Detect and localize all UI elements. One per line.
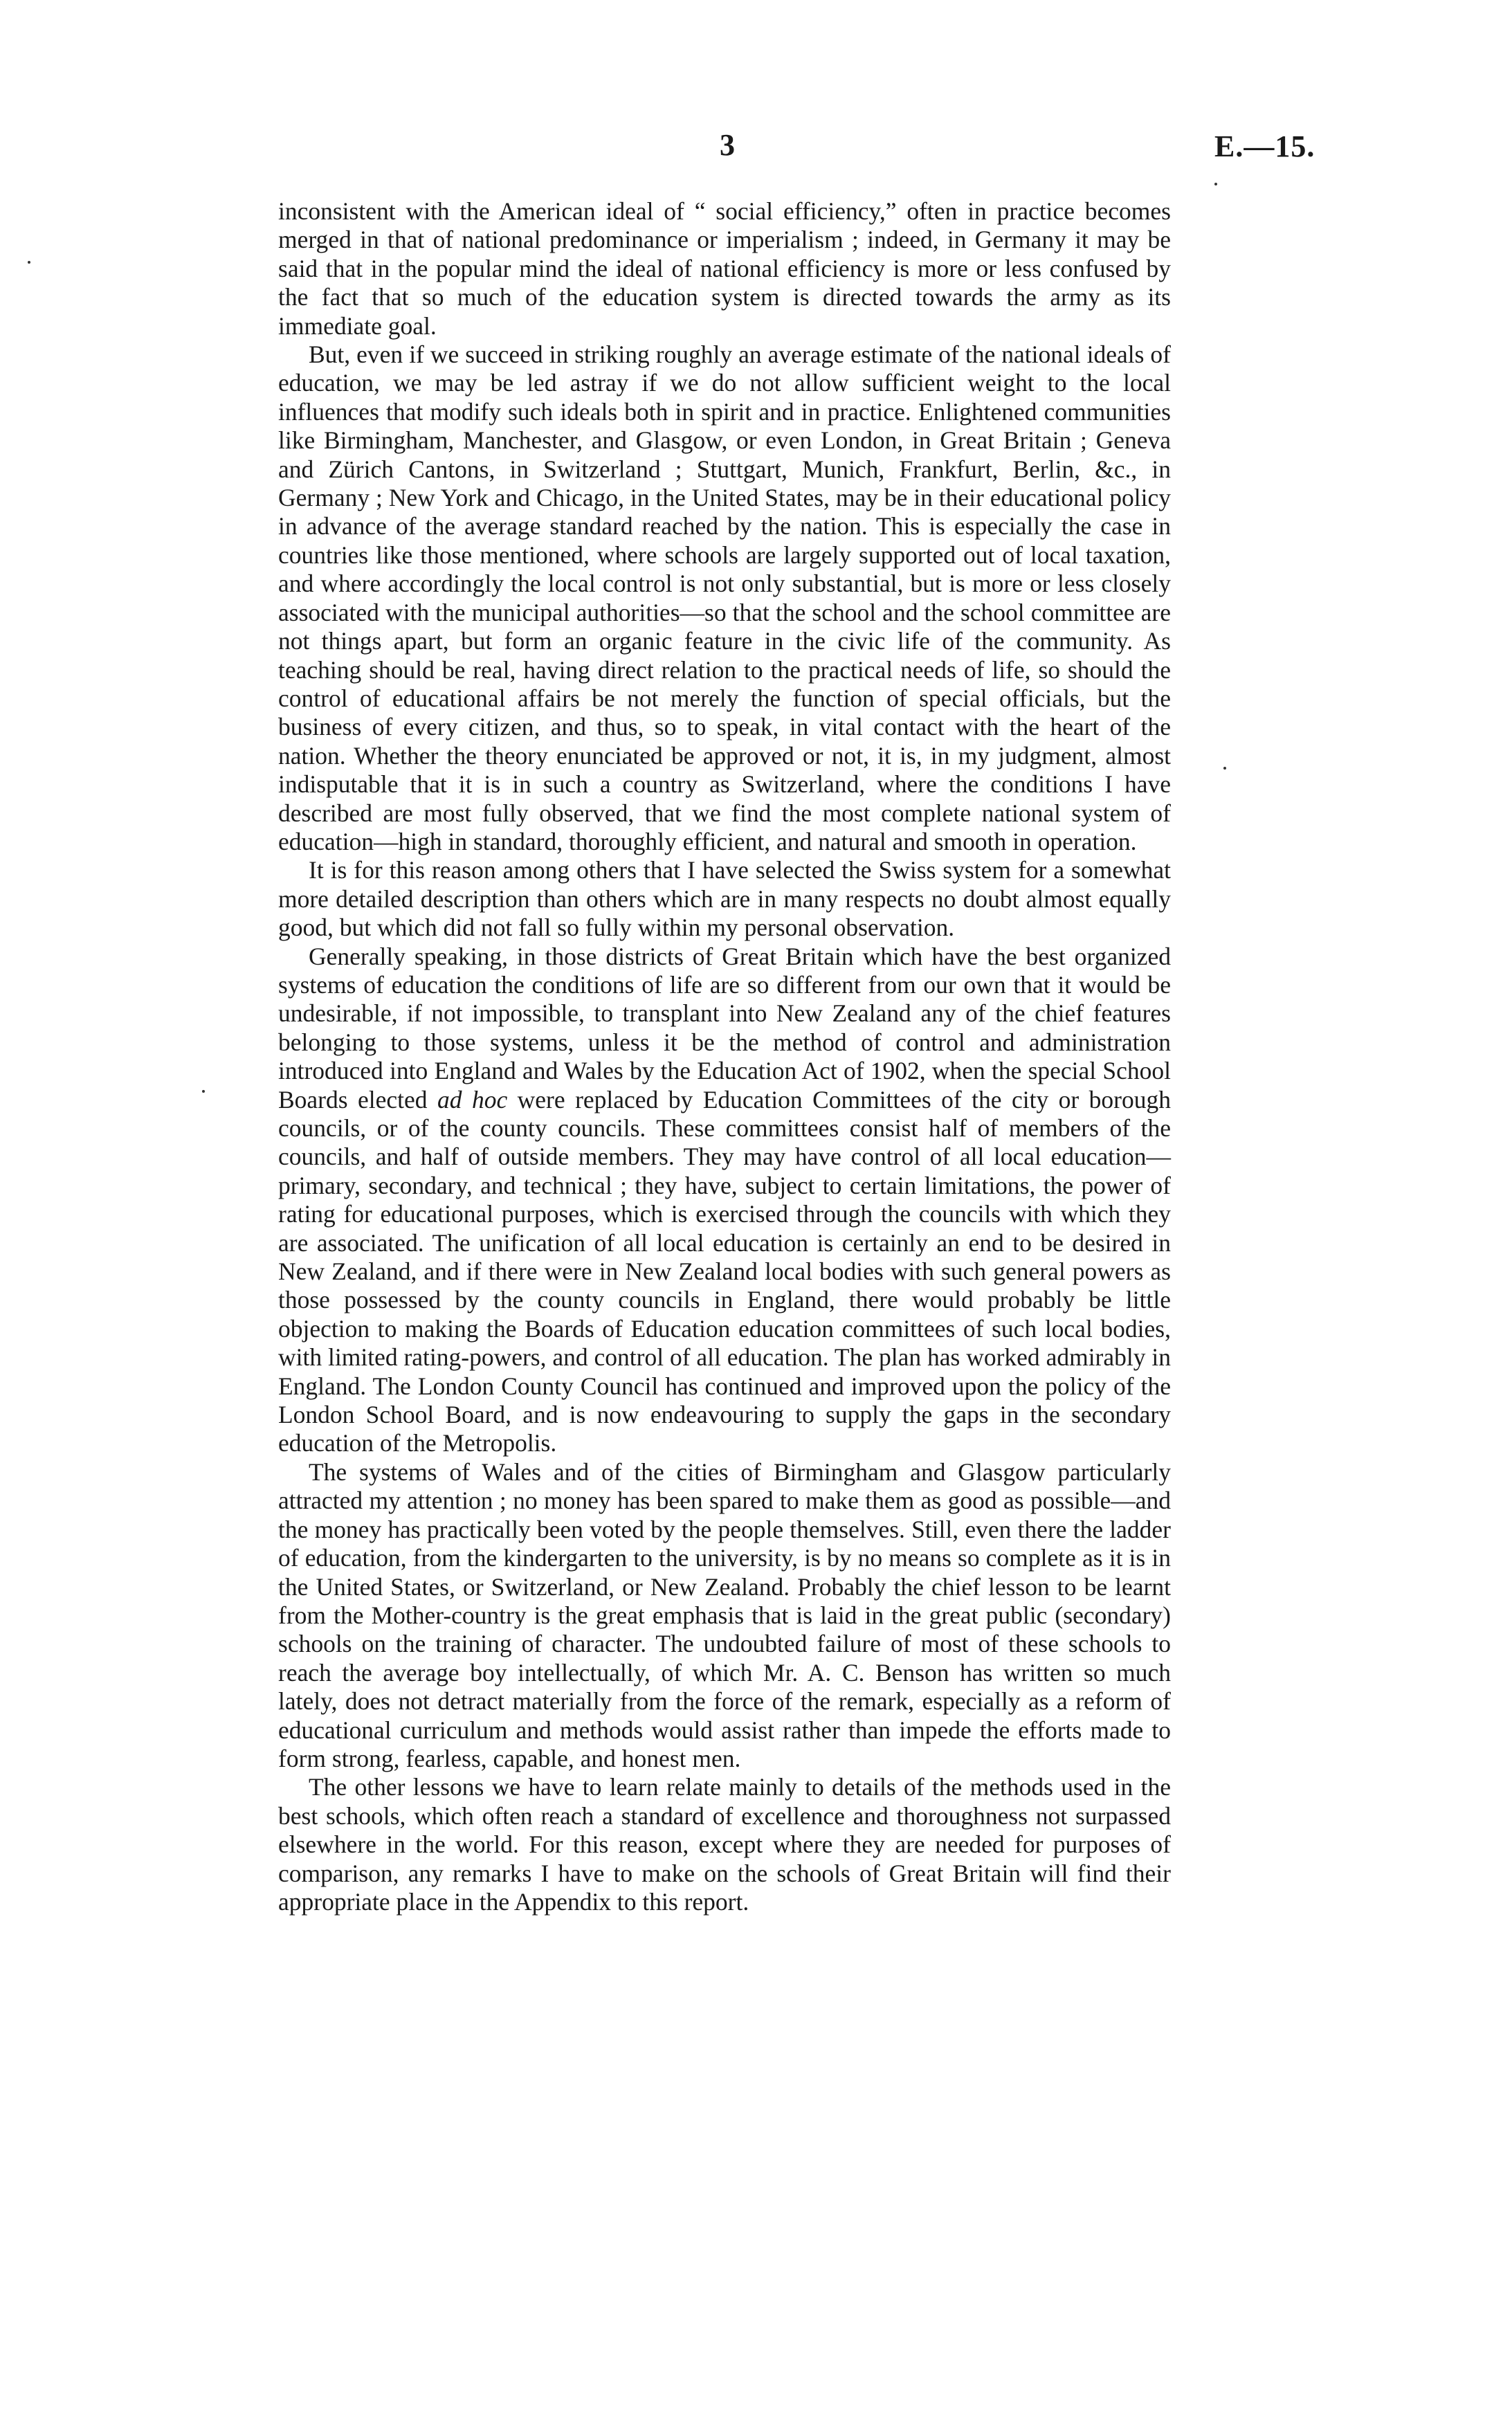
document-reference: E.—15. <box>1214 129 1315 163</box>
paragraph-text-continued: were replaced by Education Committees of the city or borough councils, or of the county councils. These committees consist half of members of the councils, and half of outside members. They may have control of all local education—primary, secondary, and technical ; they have, subject to certain limitations, the power of rating for educational purposes, which is exercised through the councils with which they are associated. The unification of all local education is certainly an end to be desired in New Zealand, and if there were in New Zealand local bodies with such general powers as those possessed by the county councils in England, there would probably be little objection to making the Boards of Education education committees of such local bodies, with limited rating-powers, and control of all education. The plan has worked admirably in England. The London County Council has continued and improved upon the policy of the London School Board, and is now endeavouring to supply the gaps in the secondary education of the Metropolis. <box>278 1085 1171 1457</box>
scan-speck <box>202 1090 205 1093</box>
paragraph-text: It is for this reason among others that I have selected the Swiss system for a somewhat more detailed description than others which are in many respects no doubt almost equally good, but which did not fall so fully within my personal observation. <box>278 856 1171 942</box>
paragraph-text: Generally speaking, in those districts of Great Britain which have the best organized systems of education the conditions of life are so different from our own that it would be undesirable, if not impossible, to transplant into New Zealand any of the chief features belonging to those systems, unless it be the method of control and administration introduced into England and Wales by the Education Act of 1902, when the special School Boards elected <box>278 942 1171 1114</box>
scan-speck <box>1214 183 1217 185</box>
scan-speck <box>1223 767 1226 770</box>
paragraph-italic-text: ad hoc <box>437 1085 508 1114</box>
paragraph <box>278 1773 1171 1916</box>
paragraph <box>278 943 1171 1458</box>
paragraph <box>278 856 1171 942</box>
paragraph-text: The systems of Wales and of the cities of Birmingham and Glasgow particularly attracted my attention ; no money has been spared to make them as good as possible—and the money has practically been voted by the people themselves. Still, even there the ladder of education, from the kindergarten to the university, is by no means so complete as it is in the United States, or Switzerland, or New Zealand. Probably the chief lesson to be learnt from the Mother-country is the great emphasis that is laid in the great public (secondary) schools on the training of character. The undoubted failure of most of these schools to reach the average boy intellectually, of which Mr. A. C. Benson has written so much lately, does not detract materially from the force of the remark, especially as a reform of educational curriculum and methods would assist rather than impede the efforts made to form strong, fearless, capable, and honest men. <box>278 1457 1171 1772</box>
paragraph <box>278 197 1171 340</box>
paragraph <box>278 1458 1171 1773</box>
body-text <box>278 197 1171 1916</box>
paragraph <box>278 340 1171 856</box>
paragraph-text: inconsistent with the American ideal of “ social efficiency,” often in practice becomes merged in that of national predominance or imperialism ; indeed, in Germany it may be said that in the popular mind the ideal of national efficiency is more or less confused by the fact that so much of the education system is directed towards the army as its immediate goal. <box>278 197 1171 340</box>
paragraph-text: The other lessons we have to learn relate mainly to details of the methods used in the best schools, which often reach a standard of excellence and thoroughness not surpassed elsewhere in the world. For this reason, except where they are needed for purposes of comparison, any remarks I have to make on the schools of Great Britain will find their appropriate place in the Appendix to this report. <box>278 1773 1171 1916</box>
page-number: 3 <box>720 128 735 162</box>
paragraph-text: But, even if we succeed in striking roughly an average estimate of the national ideals of education, we may be led astray if we do not allow sufficient weight to the local influences that modify such ideals both in spirit and in practice. Enlightened communities like Birmingham, Manchester, and Glasgow, or even London, in Great Britain ; Geneva and Zürich Cantons, in Switzerland ; Stuttgart, Munich, Frankfurt, Berlin, &c., in Germany ; New York and Chicago, in the United States, may be in their educational policy in advance of the average standard reached by the nation. This is especially the case in countries like those mentioned, where schools are largely supported out of local taxation, and where accordingly the local control is not only substantial, but is more or less closely associated with the municipal authorities—so that the school and the school committee are not things apart, but form an organic feature in the civic life of the community. As teaching should be real, having direct relation to the practical needs of life, so should the control of educational affairs be not merely the function of special officials, but the business of every citizen, and thus, so to speak, in vital contact with the heart of the nation. Whether the theory enunciated be approved or not, it is, in my judgment, almost indisputable that it is in such a country as Switzerland, where the conditions I have described are most fully observed, that we find the most complete national system of education—high in standard, thoroughly efficient, and natural and smooth in operation. <box>278 340 1171 855</box>
scan-speck <box>28 261 30 264</box>
